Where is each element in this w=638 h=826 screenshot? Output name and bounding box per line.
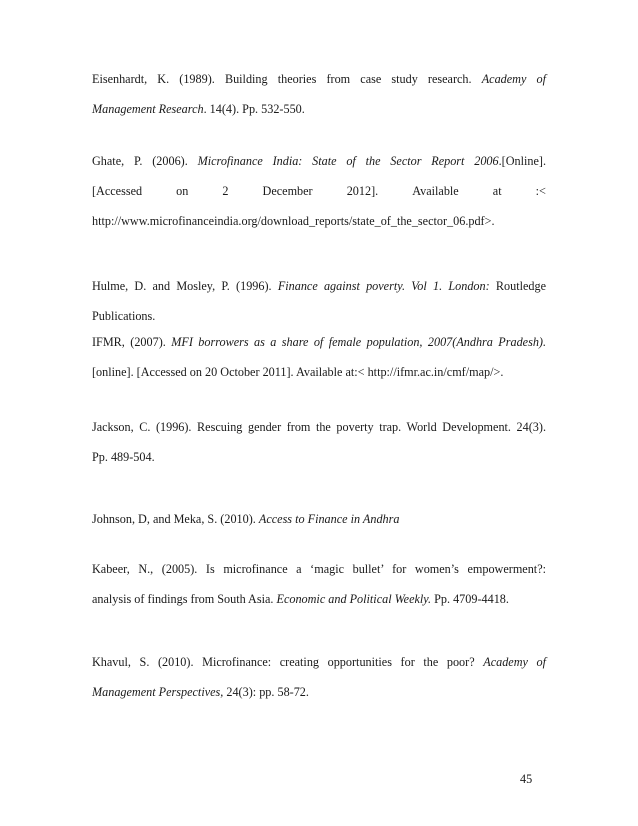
reference-text: Eisenhardt, K. (1989). Building theories from case study research. (92, 72, 472, 86)
reference-jackson (92, 412, 546, 472)
reference-hulme (92, 271, 546, 331)
page-number: 45 (520, 772, 533, 786)
reference-ghate (92, 146, 546, 236)
reference-line (92, 554, 546, 584)
reference-word: on (176, 184, 189, 198)
reference-authors: Ghate, P. (2006). (92, 154, 188, 168)
reference-line (92, 584, 546, 614)
reference-text: Pp. 4709-4418. (434, 592, 509, 606)
reference-text: [online]. [Accessed on 20 October 2011]. Available at:< http://ifmr.ac.in/cmf/map/>. (92, 365, 504, 379)
reference-ifmr (92, 327, 546, 387)
journal-title: Academy of (481, 72, 546, 86)
reference-text: .[Online]. (498, 154, 546, 168)
reference-text: Publications. (92, 309, 156, 323)
journal-title: Academy of (483, 655, 547, 669)
reference-word: [Accessed (92, 184, 143, 198)
reference-authors: IFMR, (2007). (92, 335, 166, 349)
journal-title: Management Research (92, 102, 204, 116)
journal-title: Management Perspectives, (92, 685, 224, 699)
reference-authors: Hulme, D. and Mosley, P. (1996). (92, 279, 272, 293)
reference-line (92, 442, 546, 472)
reference-line (92, 327, 546, 357)
reference-line (92, 504, 546, 534)
reference-line (92, 94, 546, 124)
reference-text: Kabeer, N., (2005). Is microfinance a ‘magic bullet’ for women’s empowerment?: (92, 562, 546, 576)
reference-line (92, 146, 546, 176)
reference-word: at (492, 184, 502, 198)
reference-authors: Johnson, D, and Meka, S. (2010). (92, 512, 256, 526)
reference-word: Available (412, 184, 459, 198)
reference-kabeer (92, 554, 546, 614)
reference-word: :< (535, 184, 546, 198)
reference-eisenhardt (92, 64, 546, 124)
reference-url: http://www.microfinanceindia.org/download_reports/state_of_the_sector_06.pdf>. (92, 214, 495, 228)
reference-line (92, 647, 546, 677)
journal-title: Economic and Political Weekly. (276, 592, 432, 606)
reference-title: Access to Finance in Andhra (258, 512, 400, 526)
reference-text: analysis of findings from South Asia. (92, 592, 274, 606)
reference-title: Finance against poverty. Vol 1. London: (277, 279, 490, 293)
reference-word: December (262, 184, 313, 198)
reference-text: . 14(4). Pp. 532-550. (203, 102, 305, 116)
reference-word: 2 (222, 184, 229, 198)
reference-khavul (92, 647, 546, 707)
reference-line (92, 412, 546, 442)
reference-text: 24(3): pp. 58-72. (226, 685, 309, 699)
reference-word: 2012]. (346, 184, 379, 198)
reference-line (92, 176, 546, 206)
reference-title: Microfinance India: State of the Sector Report 2006 (197, 154, 499, 168)
reference-line (92, 64, 546, 94)
reference-text: Khavul, S. (2010). Microfinance: creating opportunities for the poor? (92, 655, 475, 669)
reference-publisher: Routledge (495, 279, 546, 293)
reference-text: Pp. 489-504. (92, 450, 155, 464)
reference-johnson (92, 504, 546, 534)
reference-title: MFI borrowers as a share of female population, 2007(Andhra Pradesh). (171, 335, 547, 349)
reference-line (92, 677, 546, 707)
reference-line (92, 357, 546, 387)
reference-line (92, 206, 546, 236)
reference-text: Jackson, C. (1996). Rescuing gender from the poverty trap. World Development. 24(3). (92, 420, 546, 434)
reference-line (92, 271, 546, 301)
